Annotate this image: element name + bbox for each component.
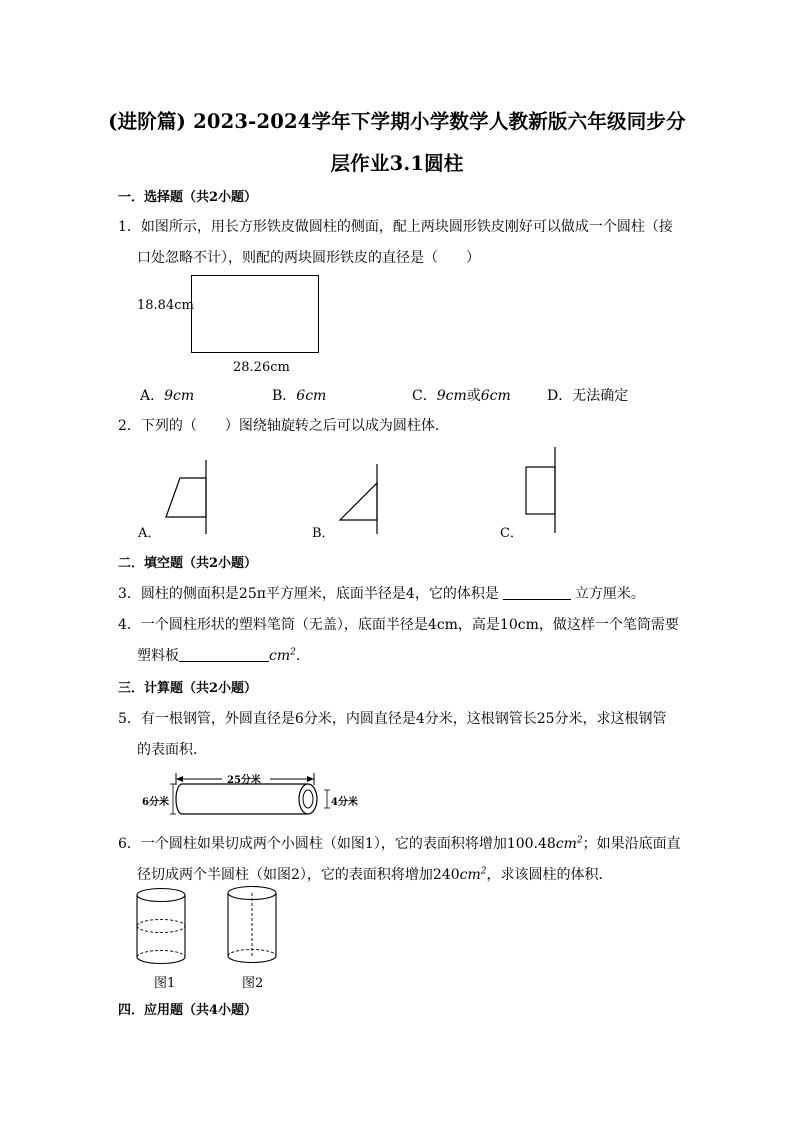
question-4-text: 塑料板 (137, 648, 179, 664)
question-6-line-1 (118, 833, 681, 853)
question-1-rectangle-figure (191, 275, 319, 353)
question-5-length-label: 25分米 (227, 775, 261, 786)
question-2-figure-c (520, 445, 560, 537)
question-5-line-1: 5．有一根钢管，外圆直径是6分米，内圆直径是4分米，这根钢管长25分米，求这根钢管 (118, 711, 667, 727)
question-3-text: 3．圆柱的侧面积是25π平方厘米，底面半径是4，它的体积是 (118, 586, 499, 602)
question-2-option-a[interactable]: A． (138, 526, 161, 541)
section-heading-choice: 一．选择题（共2小题） (118, 190, 258, 205)
question-2-text: 2．下列的（ ）图绕轴旋转之后可以成为圆柱体． (118, 418, 449, 434)
question-6-unit-2: cm (459, 867, 481, 883)
question-5-inner-diameter-label: 4分米 (331, 797, 358, 808)
question-1-option-d[interactable]: D．无法确定 (547, 388, 629, 404)
section-heading-calculation: 三．计算题（共2小题） (118, 681, 258, 696)
question-6-figure-2-cylinder (225, 884, 281, 968)
question-6-line-2-text: 径切成两个半圆柱（如图2），它的表面积将增加240 (137, 867, 460, 883)
question-3-line (118, 583, 645, 603)
question-4-end: ． (295, 648, 310, 664)
option-c-prefix: C． (412, 388, 437, 404)
question-1-option-b[interactable] (272, 385, 326, 405)
question-2-option-c[interactable]: C． (500, 526, 523, 541)
page-title-line-2: 层作业3.1圆柱 (330, 152, 464, 175)
question-2-figure-b (335, 462, 385, 538)
section-heading-application: 四．应用题（共4小题） (118, 1003, 258, 1018)
option-c-value-2: 6cm (480, 388, 511, 404)
question-3-answer-blank[interactable] (503, 585, 571, 600)
question-6-figure-1-cylinder (134, 886, 190, 968)
question-2-option-b[interactable]: B． (312, 526, 335, 541)
question-3-unit: 立方厘米。 (574, 586, 645, 602)
question-4-answer-blank[interactable] (179, 647, 269, 662)
question-4-line-2 (137, 645, 310, 665)
question-6-figure-1-caption: 图1 (154, 976, 176, 991)
question-6-figure-2-caption: 图2 (242, 976, 264, 991)
question-6-line-1-end: ；如果沿底面直 (582, 836, 681, 852)
question-6-unit-1-exponent: 2 (576, 835, 583, 846)
question-4-line-1: 4．一个圆柱形状的塑料笔筒（无盖），底面半径是4cm，高是10cm，做这样一个笔筒需要 (118, 617, 679, 633)
question-6-line-1-text: 6．一个圆柱如果切成两个小圆柱（如图1），它的表面积将增加100.48 (118, 836, 556, 852)
section-heading-fill: 二．填空题（共2小题） (118, 556, 258, 571)
option-c-connector: 或 (466, 388, 481, 404)
page-title-line-1: (进阶篇) 2023-2024学年下学期小学数学人教新版六年级同步分 (108, 110, 686, 133)
question-6-line-2-end: ，求该圆柱的体积． (486, 867, 613, 883)
option-a-prefix: A． (140, 388, 165, 404)
question-1-line-1: 1．如图所示，用长方形铁皮做圆柱的侧面，配上两块圆形铁皮刚好可以做成一个圆柱（接 (118, 219, 673, 235)
question-2-figure-a (160, 458, 220, 538)
question-1-height-label: 18.84cm (137, 298, 194, 313)
question-1-option-c[interactable] (412, 385, 511, 405)
option-a-value: 9cm (164, 388, 195, 404)
question-5-outer-diameter-label: 6分米 (142, 797, 169, 808)
option-b-value: 6cm (296, 388, 327, 404)
question-1-option-a[interactable] (140, 385, 194, 405)
question-6-unit-2-exponent: 2 (480, 866, 487, 877)
question-4-unit: cm (269, 648, 291, 664)
question-6-line-2 (137, 864, 613, 884)
question-6-unit-1: cm (555, 836, 577, 852)
question-1-width-label: 28.26cm (233, 360, 290, 375)
option-b-prefix: B． (272, 388, 297, 404)
question-4-unit-exponent: 2 (290, 647, 296, 658)
question-5-line-2: 的表面积． (137, 742, 207, 758)
question-1-line-2: 口处忽略不计），则配的两块圆形铁皮的直径是（ ） (137, 250, 480, 266)
option-c-value-1: 9cm (436, 388, 467, 404)
